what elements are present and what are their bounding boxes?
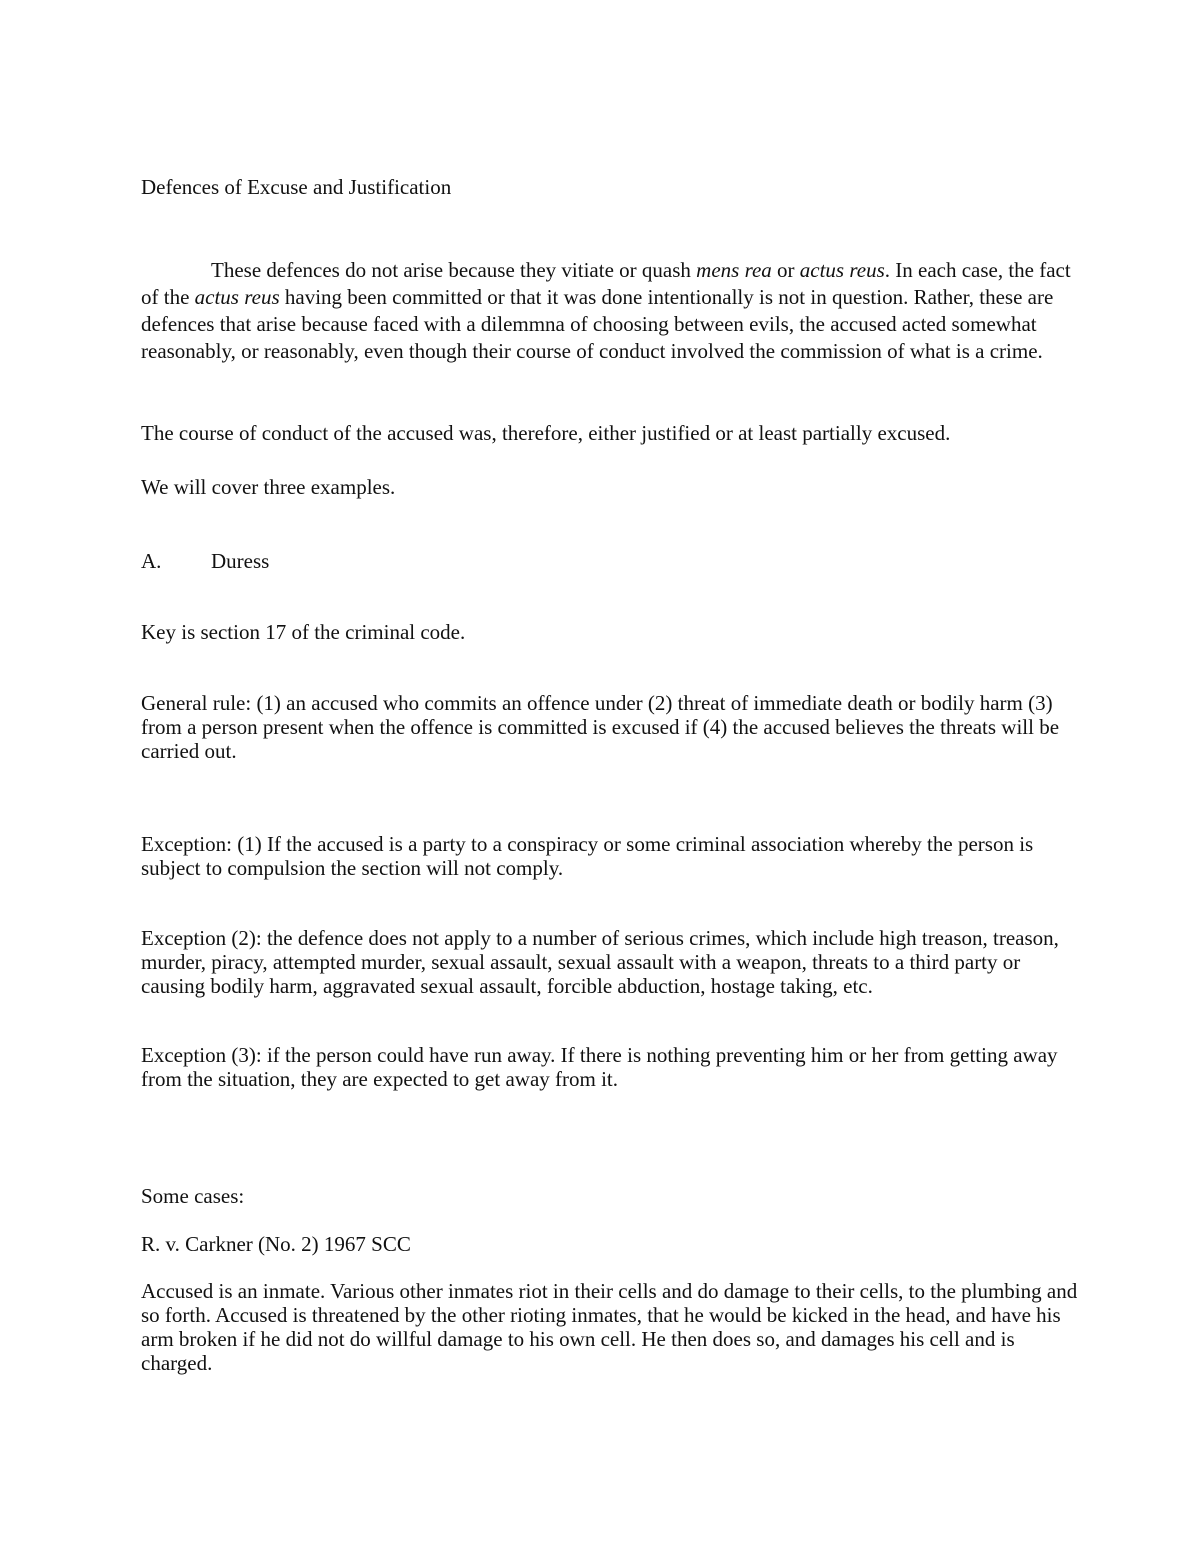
exception-1: Exception: (1) If the accused is a party to a conspiracy or some criminal association whereby the person is subject to compulsion the section will not comply.: [141, 832, 1034, 880]
case-title: R. v. Carkner (No. 2) 1967 SCC: [141, 1232, 411, 1256]
key-section: Key is section 17 of the criminal code.: [141, 620, 466, 644]
case-description: Accused is an inmate. Various other inmates riot in their cells and do damage to their cells, to the plumbing and so forth. Accused is threatened by the other rioting inmates, that he would be kicked in the head, and have his arm broken if he did not do willful damage to his own cell. He then does so, and damages his cell and is charged.: [141, 1279, 1078, 1375]
cases-heading: Some cases:: [141, 1184, 245, 1208]
intro-text-2: or: [771, 258, 800, 282]
intro-text-1: These defences do not arise because they vitiate or quash: [211, 258, 697, 282]
section-letter: A.: [141, 549, 162, 573]
exception-2: Exception (2): the defence does not apply to a number of serious crimes, which include high treason, treason, murder, piracy, attempted murder, sexual assault, sexual assault with a weapon, threats to a third party or causing bodily harm, aggravated sexual assault, forcible abduction, hostage taking, etc.: [141, 926, 1059, 998]
intro-text-4: having been committed or that it was done intentionally is not in question. Rather, these are defences that arise because faced with a dilemmna of choosing between evils, the accused acted somewhat reasonably, or reasonably, even though their course of conduct involved the commission of what is a crime.: [141, 285, 1054, 363]
section-title: Duress: [211, 549, 270, 573]
general-rule: General rule: (1) an accused who commits an offence under (2) threat of immediate death or bodily harm (3) from a person present when the offence is committed is excused if (4) the accused believes the threats will be carried out.: [141, 691, 1060, 763]
intro-paragraph-3: We will cover three examples.: [141, 475, 396, 499]
page-title: Defences of Excuse and Justification: [141, 175, 452, 199]
intro-paragraph-2: The course of conduct of the accused was, therefore, either justified or at least partially excused.: [141, 421, 951, 445]
exception-3: Exception (3): if the person could have run away. If there is nothing preventing him or her from getting away from the situation, they are expected to get away from it.: [141, 1043, 1058, 1091]
intro-italic-actus-reus-2: actus reus: [194, 285, 280, 309]
intro-paragraph: [141, 257, 1081, 365]
intro-italic-mens-rea: mens rea: [696, 258, 772, 282]
intro-italic-actus-reus: actus reus: [799, 258, 885, 282]
intro-text-3: . In each case, the fact of the: [141, 258, 1071, 309]
section-a-heading: [141, 548, 1081, 575]
